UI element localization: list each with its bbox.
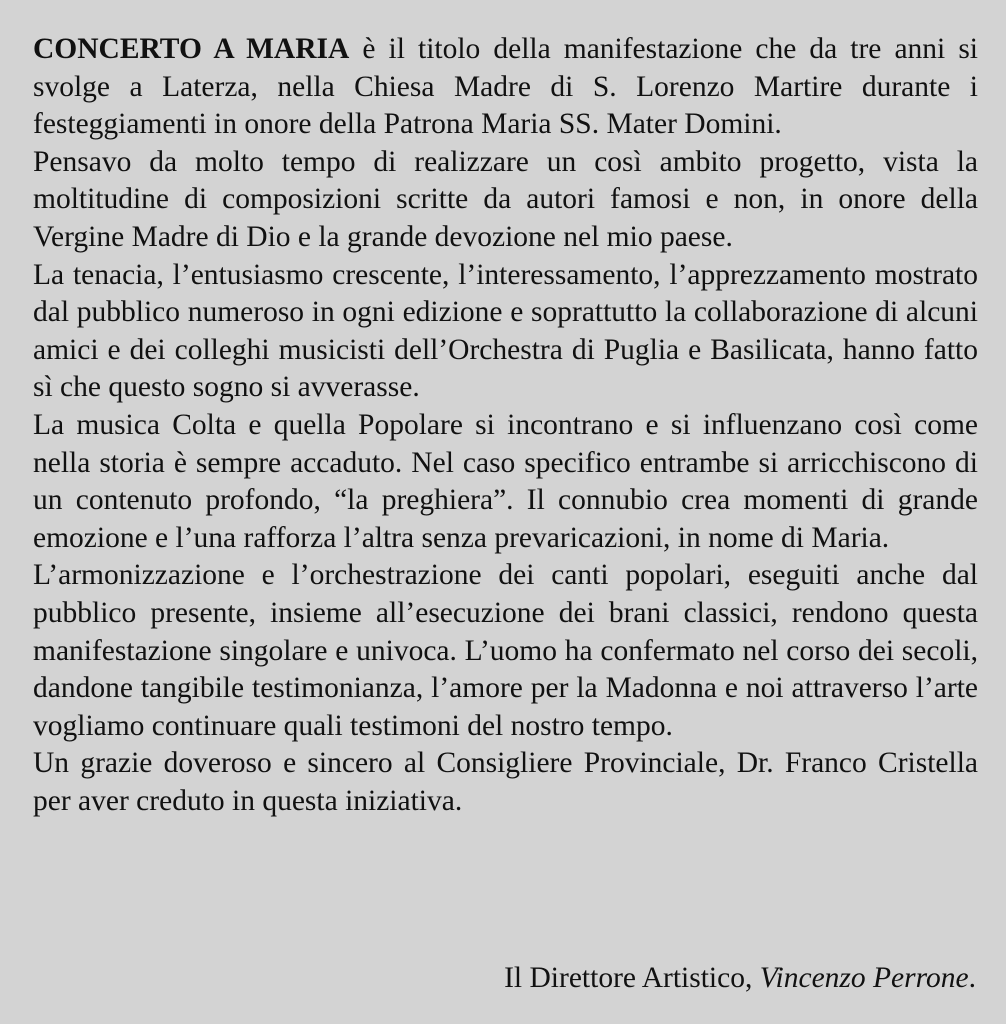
signature-name: Vincenzo Perrone xyxy=(759,962,969,994)
signature-end: . xyxy=(968,962,976,994)
intro-text: è il titolo della manifestazione che da tre anni si svolge a Laterza, nella Chiesa Madre di S. Lorenzo Martire durante i festeggiamenti in onore della Patrona Maria SS. Mater Domini. xyxy=(33,33,978,141)
signature xyxy=(504,958,976,998)
paragraph-intro xyxy=(33,31,978,144)
signature-role: Il Direttore Artistico, xyxy=(504,962,760,994)
concert-title: CONCERTO A MARIA xyxy=(33,33,350,65)
paragraph-project: Pensavo da molto tempo di realizzare un così ambito progetto, vista la moltitudine di composizioni scritte da autori famosi e non, in onore della Vergine Madre di Dio e la grande devozione nel mio paese. xyxy=(33,145,978,253)
paragraph-orchestration: L’armonizzazione e l’orchestrazione dei canti popolari, eseguiti anche dal pubblico presente, insieme all’esecuzione dei brani classici, rendono questa manifestazione singolare e univoca. L’uomo ha confermato nel corso dei secoli, dandone tangibile testimonianza, l’amore per la Madonna e noi attraverso l’arte vogliamo continuare quali testimoni del nostro tempo. xyxy=(33,559,978,742)
paragraph-thanks: Un grazie doveroso e sincero al Consigliere Provinciale, Dr. Franco Cristella per aver creduto in questa iniziativa. xyxy=(33,747,978,817)
paragraph-collaboration: La tenacia, l’entusiasmo crescente, l’interessamento, l’apprezzamento mostrato dal pubblico numeroso in ogni edizione e soprattutto la collaborazione di alcuni amici e dei colleghi musicisti dell’Orchestra di Puglia e Basilicata, hanno fatto sì che questo sogno si avverasse. xyxy=(33,258,978,404)
paragraph-music: La musica Colta e quella Popolare si incontrano e si influenzano così come nella storia è sempre accaduto. Nel caso specifico entrambe si arricchiscono di un contenuto profondo, “la preghiera”. Il connubio crea momenti di grande emozione e l’una rafforza l’altra senza prevaricazioni, in nome di Maria. xyxy=(33,408,978,554)
document-body xyxy=(33,31,978,820)
